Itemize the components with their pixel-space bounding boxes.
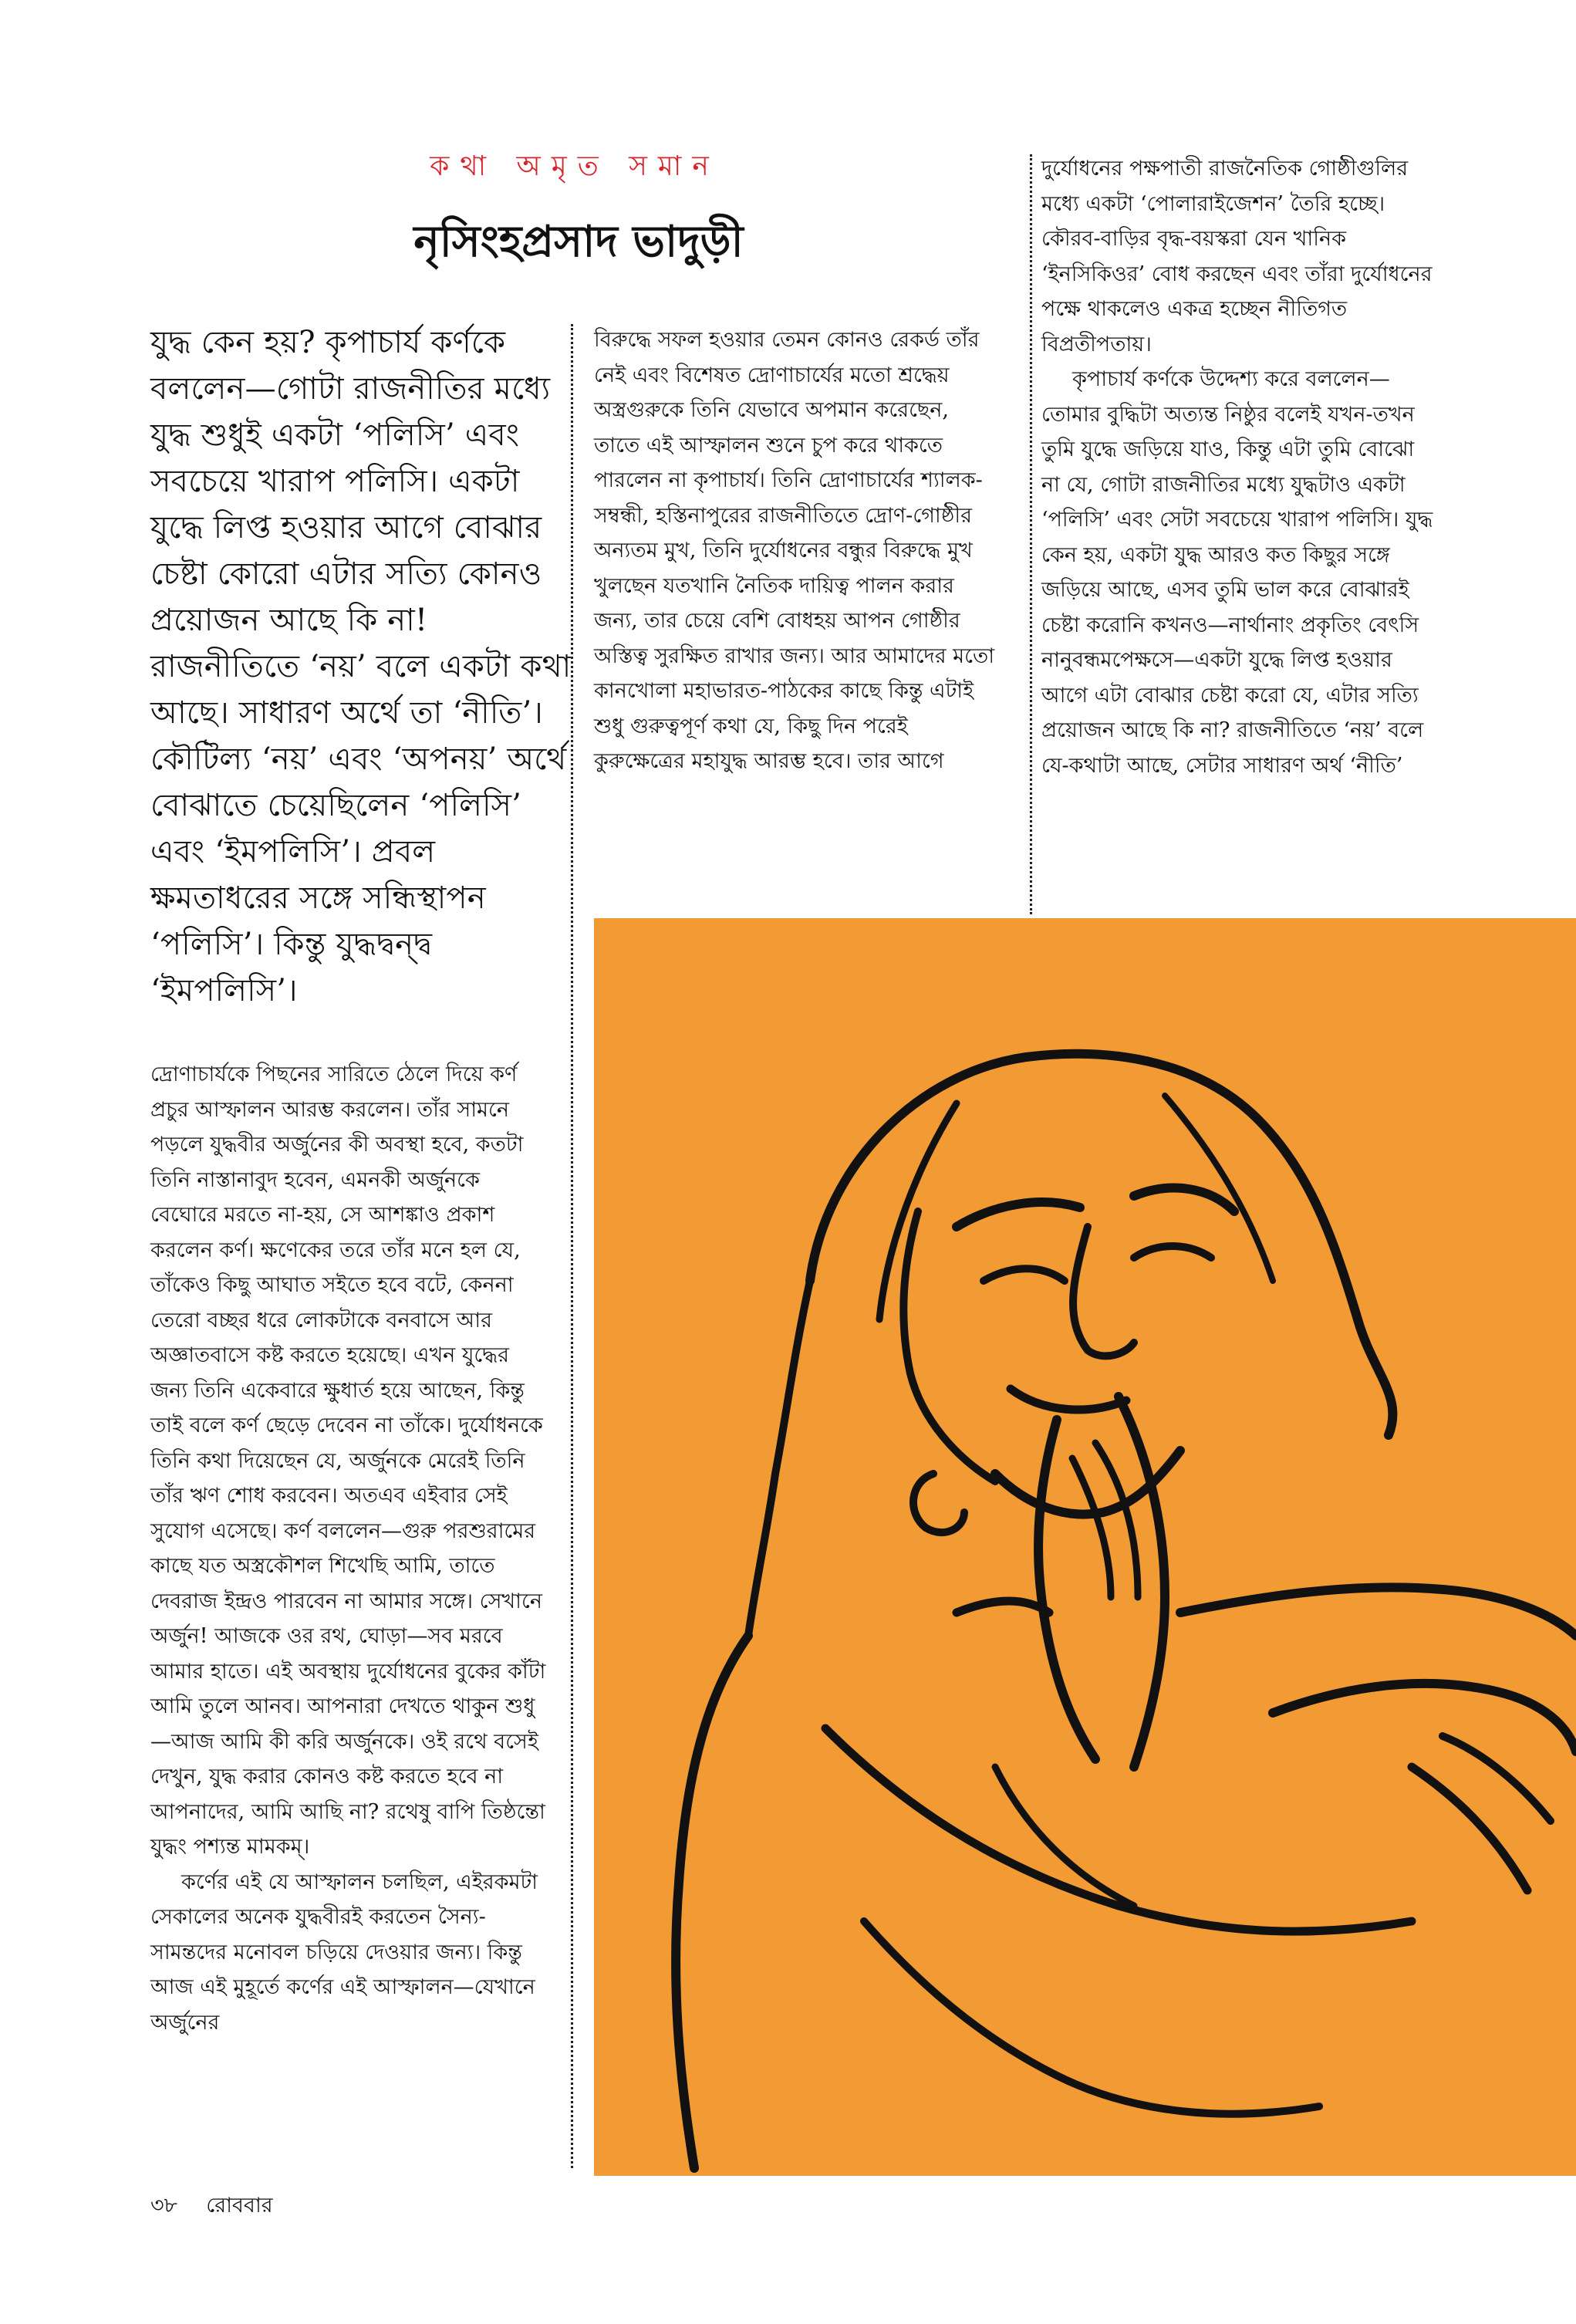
series-title: কথা অমৃত সমান [430, 150, 720, 182]
body-left-paragraph-1: দ্রোণাচার্যকে পিছনের সারিতে ঠেলে দিয়ে কর্ণ প্রচুর আস্ফালন আরম্ভ করলেন। তাঁর সামনে পড়লে যুদ্ধবীর অর্জুনের কী অবস্থা হবে, কতটা তিনি নাস্তানাবুদ হবেন, এমনকী অর্জুনকে বেঘোরে মরতে না-হয়, সে আশঙ্কাও প্রকাশ করলেন কর্ণ। ক্ষণেকের তরে তাঁর মনে হল যে, তাঁকেও কিছু আঘাত সইতে হবে বটে, কেননা তেরো বচ্ছর ধরে লোকটাকে বনবাসে আর অজ্ঞাতবাসে কষ্ট করতে হয়েছে। এখন যুদ্ধের জন্য তিনি একেবারে ক্ষুধার্ত হয়ে আছেন, কিন্তু তাই বলে কর্ণ ছেড়ে দেবেন না তাঁকে। দুর্যোধনকে তিনি কথা দিয়েছেন যে, অর্জুনকে মেরেই তিনি তাঁর ঋণ শোধ করবেন। অতএব এইবার সেই সুযোগ এসেছে। কর্ণ বললেন—গুরু পরশুরামের কাছে যত অস্ত্রকৌশল শিখেছি আমি, তাতে দেবরাজ ইন্দ্রও পারবেন না আমার সঙ্গে। সেখানে অর্জুন! আজকে ওর রথ, ঘোড়া—সব মরবে আমার হাতে। এই অবস্থায় দুর্যোধনের বুকের কাঁটা আমি তুলে আনব। আপনারা দেখতে থাকুন শুধু—আজ আমি কী করি অর্জুনকে। ওই রথে বসেই দেখুন, যুদ্ধ করার কোনও কষ্ট করতে হবে না আপনাদের, আমি আছি না? রথেষু বাপি তিষ্ঠন্তো যুদ্ধং পশ্যন্ত মামকম্। [150, 1062, 546, 1859]
body-column-middle [594, 323, 995, 779]
illustration-background [594, 918, 1576, 2176]
body-right-paragraph-1: দুর্যোধনের পক্ষপাতী রাজনৈতিক গোষ্ঠীগুলির মধ্যে একটা ‘পোলারাইজেশন’ তৈরি হচ্ছে। কৌরব-বাড়ির বৃদ্ধ-বয়স্করা যেন খানিক ‘ইনসিকিওর’ বোধ করছেন এবং তাঁরা দুর্যোধনের পক্ষে থাকলেও একত্র হচ্ছেন নীতিগত বিপ্রতীপতায়। [1041, 157, 1433, 356]
page-number: ৩৮ [150, 2194, 178, 2218]
magazine-name: রোববার [206, 2194, 273, 2218]
pull-quote [150, 319, 582, 1014]
body-left-paragraph-2: কর্ণের এই যে আস্ফালন চলছিল, এইরকমটা সেকালের অনেক যুদ্ধবীরই করতেন সৈন্য-সামন্তদের মনোবল চড়িয়ে দেওয়ার জন্য। কিন্তু আজ এই মুহূর্তে কর্ণের এই আস্ফালন—যেখানে অর্জুনের [150, 1870, 538, 2035]
body-column-right [1041, 151, 1435, 783]
body-right-paragraph-2: কৃপাচার্য কর্ণকে উদ্দেশ্য করে বললেন—তোমার বুদ্ধিটা অত্যন্ত নিষ্ঠুর বলেই যখন-তখন তুমি যুদ্ধে জড়িয়ে যাও, কিন্তু এটা তুমি বোঝো না যে, গোটা রাজনীতির মধ্যে যুদ্ধটাও একটা ‘পলিসি’ এবং সেটা সবচেয়ে খারাপ পলিসি। যুদ্ধ কেন হয়, একটা যুদ্ধ আরও কত কিছুর সঙ্গে জড়িয়ে আছে, এসব তুমি ভাল করে বোঝারই চেষ্টা করোনি কখনও—নার্থানাং প্রকৃতিং বেৎসি নানুবন্ধমপেক্ষসে—একটা যুদ্ধে লিপ্ত হওয়ার আগে এটা বোঝার চেষ্টা করো যে, এটার সত্যি প্রয়োজন আছে কি না? রাজনীতিতে ‘নয়’ বলে যে-কথাটা আছে, সেটার সাধারণ অর্থ ‘নীতি’ [1041, 367, 1433, 778]
column-divider-left [571, 324, 573, 2168]
illustration-contemplative-figure [594, 918, 1576, 2176]
body-middle-paragraph: বিরুদ্ধে সফল হওয়ার তেমন কোনও রেকর্ড তাঁর নেই এবং বিশেষত দ্রোণাচার্যের মতো শ্রদ্ধেয় অস্ত্রগুরুকে তিনি যেভাবে অপমান করেছেন, তাতে এই আস্ফালন শুনে চুপ করে থাকতে পারলেন না কৃপাচার্য। তিনি দ্রোণাচার্যের শ্যালক-সম্বন্ধী, হস্তিনাপুরের রাজনীতিতে দ্রোণ-গোষ্ঠীর অন্যতম মুখ, তিনি দুর্যোধনের বন্ধুর বিরুদ্ধে মুখ খুলছেন যতখানি নৈতিক দায়িত্ব পালন করার জন্য, তার চেয়ে বেশি বোধহয় আপন গোষ্ঠীর অস্তিত্ব সুরক্ষিত রাখার জন্য। আর আমাদের মতো কানখোলা মহাভারত-পাঠকের কাছে কিন্তু এটাই শুধু গুরুত্বপূর্ণ কথা যে, কিছু দিন পরেই কুরুক্ষেত্রের মহাযুদ্ধ আরম্ভ হবে। তার আগে [594, 328, 995, 773]
column-divider-right [1030, 154, 1032, 914]
body-column-left [150, 1057, 552, 2040]
pull-quote-text: যুদ্ধ কেন হয়? কৃপাচার্য কর্ণকে বললেন—গোটা রাজনীতির মধ্যে যুদ্ধ শুধুই একটা ‘পলিসি’ এবং সবচেয়ে খারাপ পলিসি। একটা যুদ্ধে লিপ্ত হওয়ার আগে বোঝার চেষ্টা কোরো এটার সত্যি কোনও প্রয়োজন আছে কি না! রাজনীতিতে ‘নয়’ বলে একটা কথা আছে। সাধারণ অর্থে তা ‘নীতি’। কৌটিল্য ‘নয়’ এবং ‘অপনয়’ অর্থে বোঝাতে চেয়েছিলেন ‘পলিসি’ এবং ‘ইমপলিসি’। প্রবল ক্ষমতাধরের সঙ্গে সন্ধিস্থাপন ‘পলিসি’। কিন্তু যুদ্ধদ্বন্দ্ব ‘ইমপলিসি’। [150, 325, 572, 1008]
author-name: নৃসিংহপ্রসাদ ভাদুড়ী [413, 216, 744, 267]
page-footer [150, 2190, 273, 2224]
